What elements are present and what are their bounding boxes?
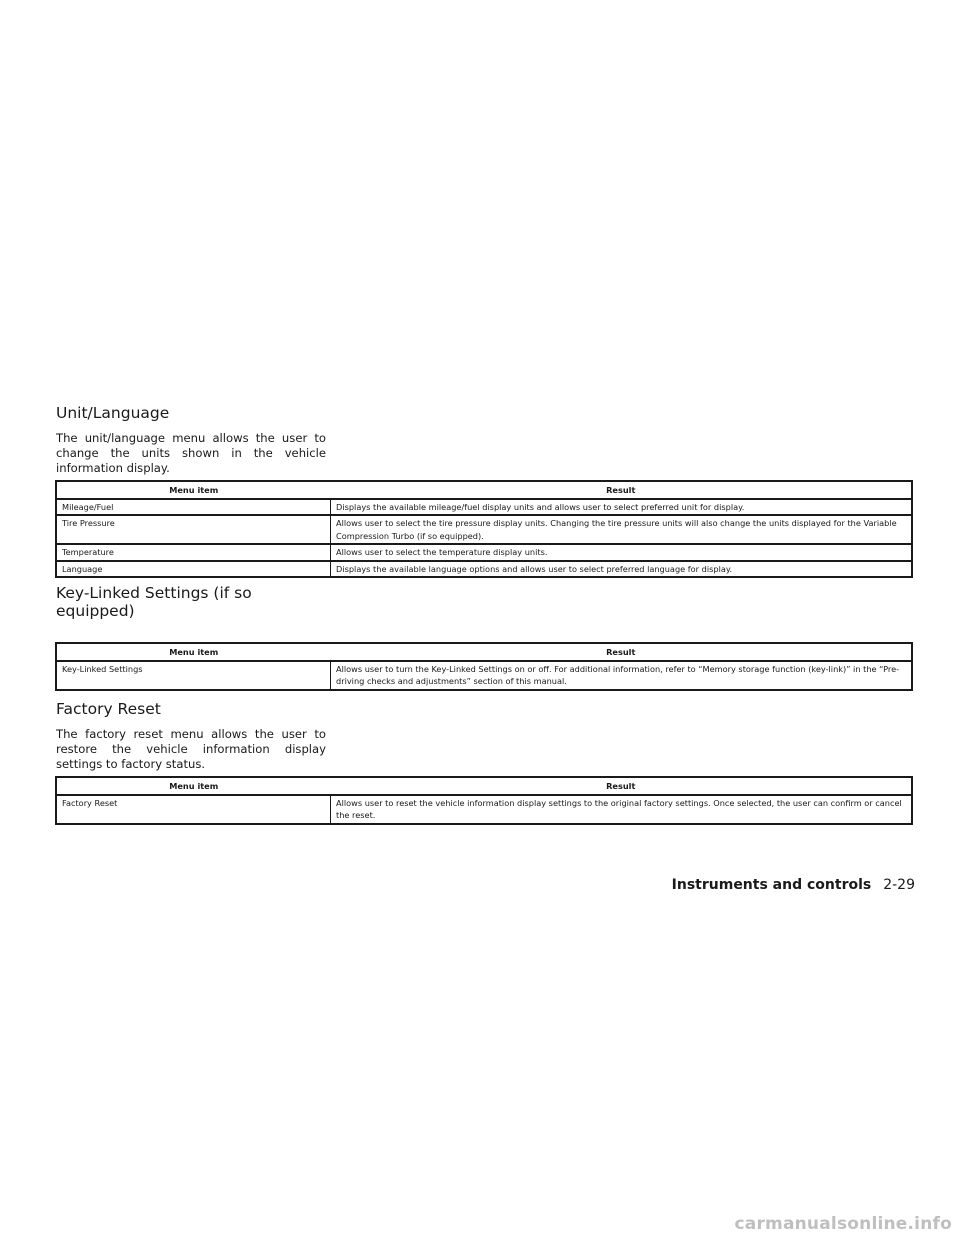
factory-reset-table <box>55 776 913 825</box>
table-row <box>56 561 912 578</box>
table-row <box>56 515 912 544</box>
table-row <box>56 795 912 824</box>
menu-item-cell: Factory Reset <box>56 795 331 824</box>
page-footer <box>672 877 915 893</box>
table-header-result: Result <box>331 777 913 795</box>
result-cell: Allows user to reset the vehicle information display settings to the original factory settings. Once selected, the user can confirm or cancel the reset. <box>336 797 902 820</box>
result-cell: Allows user to turn the Key-Linked Settings on or off. For additional information, refer to “Memory storage function (key-link)” in the “Pre-driving checks and adjustments” section of this manual. <box>336 663 900 686</box>
table-header-result: Result <box>331 643 913 661</box>
result-cell: Allows user to select the temperature display units. <box>336 547 548 557</box>
menu-item-cell: Mileage/Fuel <box>56 499 331 516</box>
section-title-unit-language: Unit/Language <box>56 404 170 422</box>
table-row <box>56 544 912 561</box>
table-row <box>56 661 912 690</box>
page-number: 2-29 <box>883 877 915 893</box>
watermark-text: carmanualsonline.info <box>734 1214 952 1234</box>
result-cell: Displays the available mileage/fuel display units and allows user to select preferred unit for display. <box>336 501 745 512</box>
table-header-menu-item: Menu item <box>56 643 331 661</box>
table-header-menu-item: Menu item <box>56 777 331 795</box>
section-body-factory-reset: The factory reset menu allows the user to restore the vehicle information display settings to factory status. <box>56 727 326 771</box>
section-title-key-linked <box>56 584 252 620</box>
unit-language-table <box>55 480 913 578</box>
table-header-result: Result <box>331 481 913 499</box>
menu-item-cell: Language <box>56 561 331 578</box>
section-body-unit-language: The unit/language menu allows the user to change the units shown in the vehicle information display. <box>56 431 326 475</box>
footer-section-name: Instruments and controls <box>671 877 872 893</box>
menu-item-cell: Temperature <box>56 544 331 561</box>
table-row <box>56 499 912 516</box>
table-header-menu-item: Menu item <box>56 481 331 499</box>
section-title-line: equipped) <box>56 602 135 620</box>
section-title-line: Key-Linked Settings (if so <box>56 584 252 602</box>
result-cell: Allows user to select the tire pressure display units. Changing the tire pressure units will also change the units displayed for the Variable Compression Turbo (if so equipped). <box>336 518 897 541</box>
section-title-factory-reset: Factory Reset <box>56 700 161 718</box>
menu-item-cell: Key-Linked Settings <box>56 661 331 690</box>
menu-item-cell: Tire Pressure <box>56 515 331 544</box>
key-linked-table <box>55 642 913 691</box>
result-cell: Displays the available language options and allows user to select preferred language for display. <box>336 563 733 574</box>
